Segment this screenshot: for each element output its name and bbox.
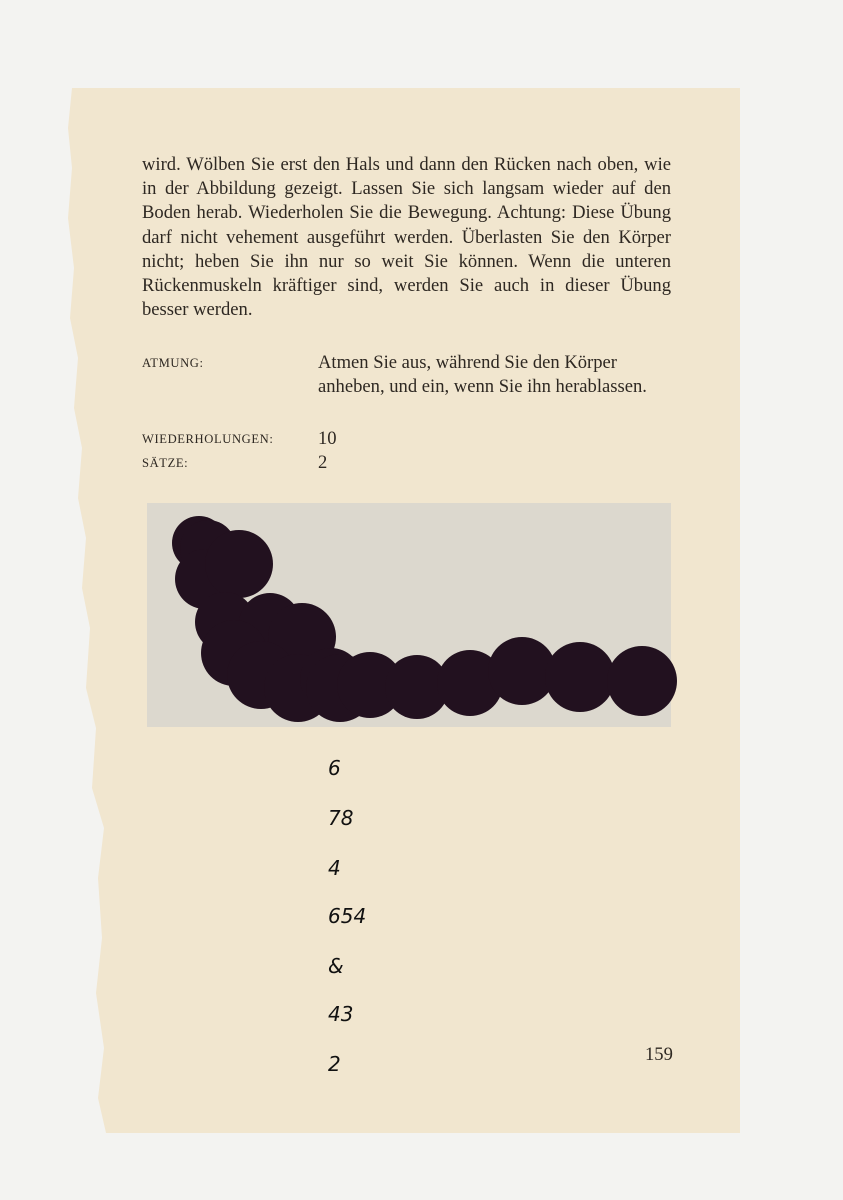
collage-circle [205, 530, 273, 598]
exercise-photo-collage [147, 503, 671, 727]
wiederholungen-value: 10 [318, 428, 337, 449]
saetze-label: SÄTZE: [142, 456, 189, 470]
handwritten-note: 4 [328, 856, 341, 880]
saetze-value: 2 [318, 452, 328, 473]
handwritten-note: 6 [328, 756, 341, 780]
collage-circle [545, 642, 615, 712]
handwritten-note: 43 [328, 1002, 354, 1026]
atmung-label: ATMUNG: [142, 356, 204, 370]
handwritten-note: 654 [328, 904, 367, 928]
wiederholungen-label: WIEDERHOLUNGEN: [142, 432, 274, 446]
page-number: 159 [645, 1044, 673, 1065]
atmung-value: Atmen Sie aus, während Sie den Körper anheben, und ein, wenn Sie ihn herablassen. [318, 352, 647, 398]
exercise-paragraph: wird. Wölben Sie erst den Hals und dann den Rücken nach oben, wie in der Abbildung gezeigt. Lassen Sie sich langsam wieder auf den Boden herab. Wiederholen Sie die Bewegung. Achtung: Diese Übung darf nicht vehement ausgeführt werden. Überlasten Sie den Körper nicht; heben Sie ihn nur so weit Sie können. Wenn die unteren Rückenmuskeln kräftiger sind, werden Sie auch in dieser Übung besser werden. [142, 154, 671, 321]
handwritten-note: 2 [328, 1052, 341, 1076]
circle-collage [147, 503, 671, 727]
collage-circle [607, 646, 677, 716]
handwritten-note: 78 [328, 806, 354, 830]
handwritten-note: & [328, 954, 344, 978]
